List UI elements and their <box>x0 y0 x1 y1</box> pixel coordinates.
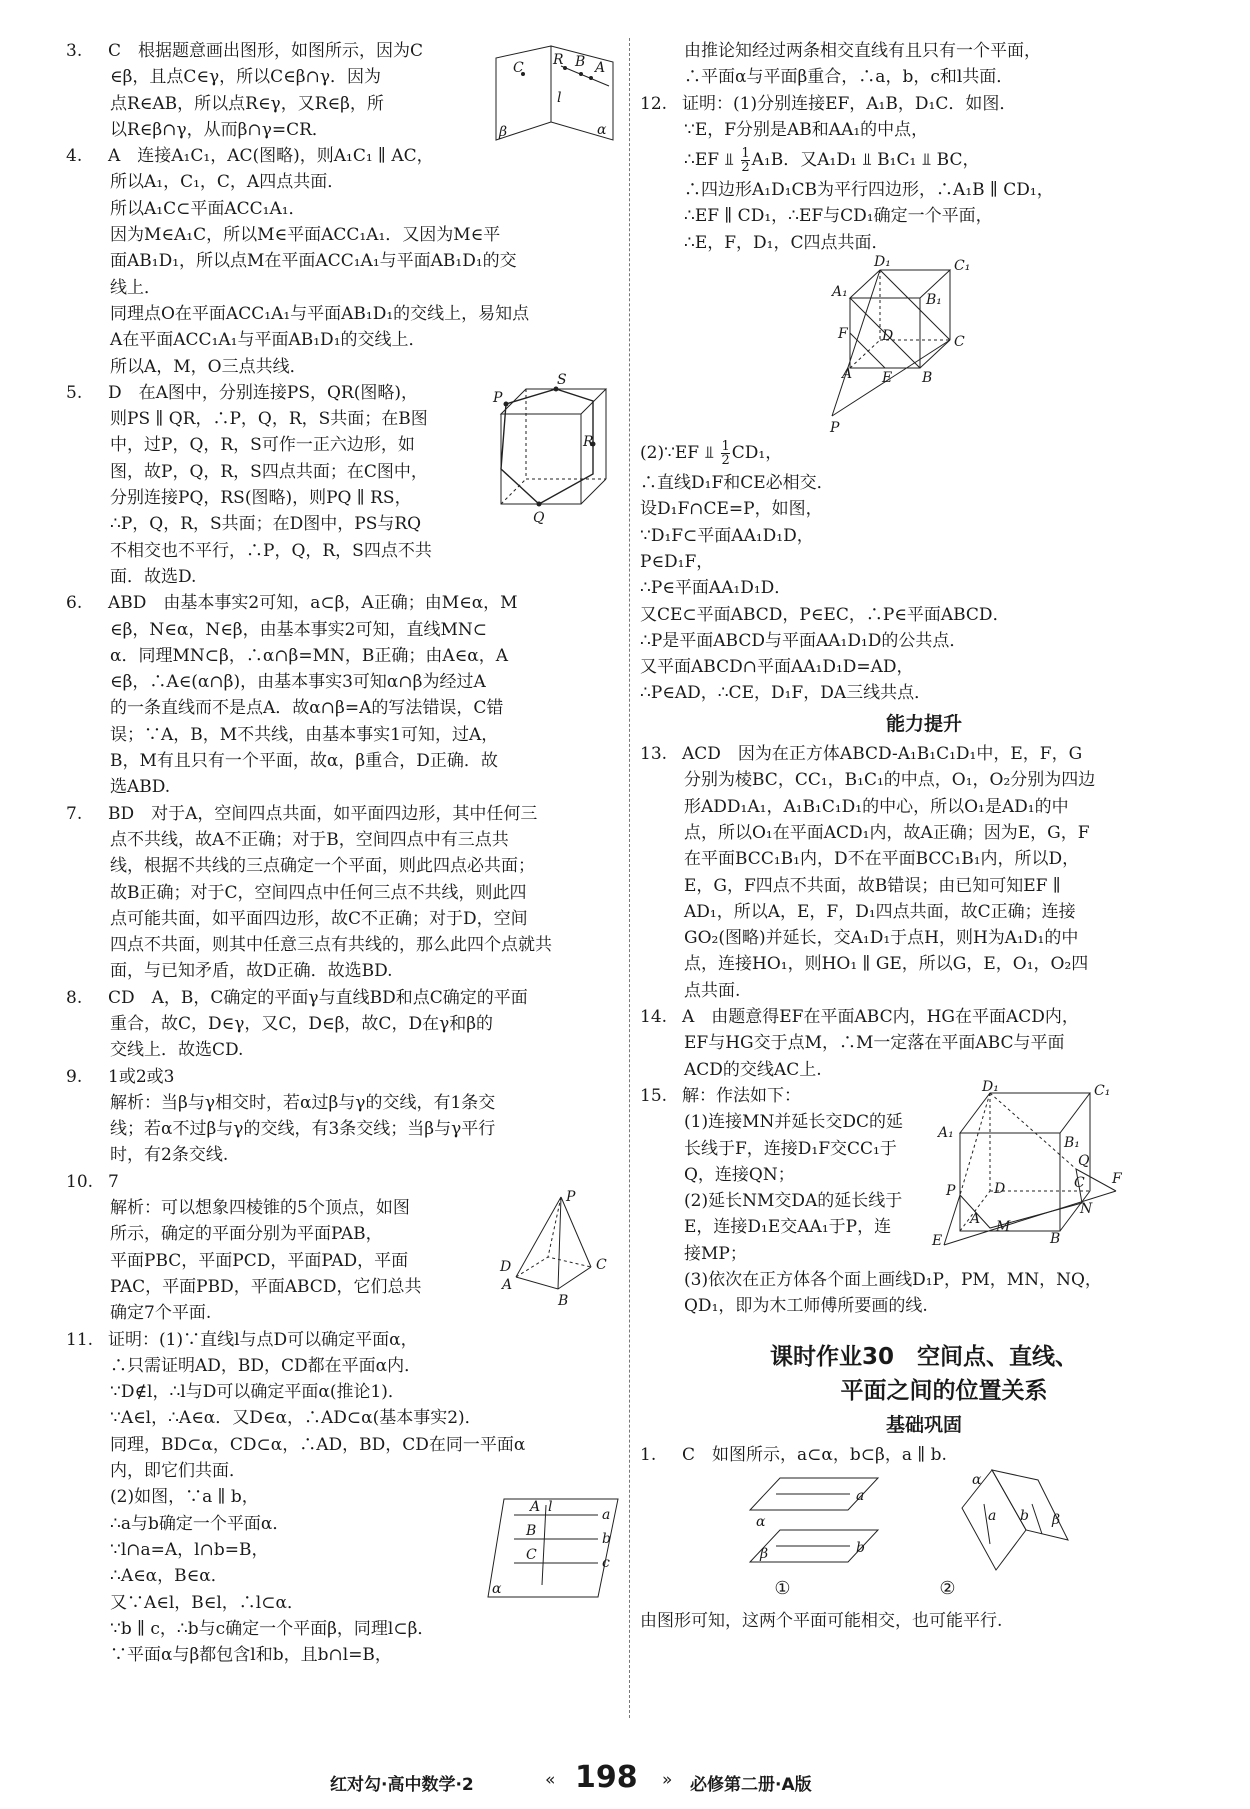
svg-text:α: α <box>756 1514 766 1531</box>
footer-arrow-left: « <box>545 1770 556 1790</box>
svg-text:D₁: D₁ <box>982 1078 999 1095</box>
lesson-title: 课时作业30 空间点、直线、 平面之间的位置关系 <box>769 1343 1078 1404</box>
q10-pyramid-figure <box>496 1189 616 1309</box>
svg-text:β: β <box>499 124 508 140</box>
p1-planes-figure <box>750 1468 1090 1576</box>
svg-text:c: c <box>602 1554 610 1571</box>
svg-text:D: D <box>994 1180 1006 1197</box>
svg-text:M: M <box>996 1218 1011 1235</box>
svg-text:a: a <box>602 1506 611 1523</box>
fraction-one-half: $\frac{1}{2}$ <box>741 146 750 176</box>
svg-text:l: l <box>557 90 562 106</box>
q3-figure <box>491 40 621 144</box>
svg-text:B: B <box>558 1292 569 1309</box>
svg-text:B: B <box>526 1522 537 1539</box>
svg-text:l: l <box>548 1498 553 1515</box>
svg-text:E: E <box>882 370 893 387</box>
svg-text:R: R <box>553 52 564 68</box>
q14: 14. A 由题意得EF在平面ABC内，HG在平面ACD内， EF与HG交于点M，∴M一定落在平面ABC与平面 ACD的交线AC上. <box>640 1007 1079 1080</box>
q6: 6. ABD 由基本事实2可知，a⊂β，A正确；由M∈α，M ∈β，N∈α，N∈β，由基本事实2可知，直线MN⊂ α．同理MN⊂β，∴α∩β=MN，B正确；由A∈α，A ∈β，∴A∈(α∩β)，由基本事实3可知α∩β为经过A 的一条直线而不是点A．故α∩β=A的写法错误，C错 误；∵A，B，M不共线，由基本事实1可知，过A， B，M有且只有一个平面，故α，β重合，D正确．故 选ABD. <box>66 593 518 798</box>
svg-text:P: P <box>830 420 840 437</box>
svg-text:b: b <box>602 1530 611 1547</box>
svg-text:F: F <box>1112 1170 1122 1187</box>
svg-text:α: α <box>492 1580 502 1597</box>
svg-text:b: b <box>1020 1508 1029 1525</box>
footer-arrow-right: » <box>662 1770 673 1790</box>
svg-text:D: D <box>500 1258 512 1275</box>
svg-text:C: C <box>954 334 965 351</box>
svg-text:A: A <box>530 1498 541 1515</box>
figure-caption-2: ② <box>939 1578 956 1600</box>
svg-text:F: F <box>838 326 848 343</box>
left-column <box>66 38 626 1668</box>
svg-text:B₁: B₁ <box>1064 1134 1080 1151</box>
svg-text:N: N <box>1080 1200 1093 1217</box>
q11: 11. 证明：(1)∵直线l与点D可以确定平面α， ∴只需证明AD，BD，CD都在平面α内． ∵D∉l，∴l与D可以确定平面α(推论1)． ∵A∈l，∴A∈α．又D∈α，∴AD⊂α(基本事实2)． 同理，BD⊂α，CD⊂α，∴AD，BD，CD在同一平面α 内，即它们共面． (2)如图，∵a ∥ b， ∴a与b确定一个平面α． ∵l∩a=A，l∩b=B， ∴A∈α，B∈α． 又∵A∈l，B∈l，∴l⊂α． ∵b ∥ c，∴b与c确定一个平面β，同理l⊂β． ∵平面α与β都包含l和b，且b∩l=B， A l B C a b c α <box>66 1327 626 1669</box>
svg-text:B: B <box>575 54 586 70</box>
svg-text:B₁: B₁ <box>926 292 942 309</box>
svg-text:A₁: A₁ <box>938 1124 954 1141</box>
p1: 1. C 如图所示，a⊂α，b⊂β，a ∥ b. a α b β α a b β ① ② 由图形可知，这两个平面可能相交，也可能平行. <box>640 1442 1208 1635</box>
q7: 7. BD 对于A，空间四点共面，如平面四边形，其中任何三 点不共线，故A不正确；对于B，空间四点中有三点共 线，根据不共线的三点确定一个平面，则此四点必共面； 故B正确；对于C，空间四点中任何三点不共线，则此四 点可能共面，如平面四边形，故C不正确；对于D，空间 四点不共面，则其中任意三点有共线的，那么此四个点就共 面，与已知矛盾，故D正确．故选BD. <box>66 803 552 982</box>
svg-text:Q: Q <box>533 509 545 526</box>
svg-text:Q: Q <box>1078 1152 1090 1169</box>
svg-text:b: b <box>856 1540 865 1557</box>
svg-text:B: B <box>922 370 933 387</box>
svg-text:a: a <box>856 1488 865 1505</box>
footer-book-title: 红对勾·高中数学·2 <box>330 1775 474 1795</box>
svg-text:D₁: D₁ <box>874 254 891 271</box>
footer-edition: 必修第二册·A版 <box>690 1775 812 1795</box>
svg-text:C: C <box>513 60 524 76</box>
q8: 8. CD A，B，C确定的平面γ与直线BD和点C确定的平面 重合，故C，D∈γ，又C，D∈β，故C，D在γ和β的 交线上．故选CD. <box>66 987 528 1061</box>
column-divider <box>629 38 630 1718</box>
page-footer <box>0 1760 1250 1800</box>
svg-text:P: P <box>566 1188 576 1205</box>
q11-figure <box>486 1493 621 1603</box>
q13: 13. ACD 因为在正方体ABCD-A₁B₁C₁D₁中，E，F，G 分别为棱BC，CC₁，B₁C₁的中点，O₁，O₂分别为四边 形ADD₁A₁，A₁B₁C₁D₁的中心，所以O₁是AD₁的中 点，所以O₁在平面ACD₁内，故A正确；因为E，G，F 在平面BCC₁B₁内，D不在平面BCC₁B₁内，所以D， E，G，F四点不共面，故B错误；由已知可知EF ∥ AD₁，所以A，E，F，D₁四点共面，故C正确；连接 GO₂(图略)并延长，交A₁D₁于点H，则H为A₁D₁的中 点，连接HO₁，则HO₁ ∥ GE，所以G，E，O₁，O₂四 点共面. <box>640 744 1096 1001</box>
q15: 15. 解：作法如下： (1)连接MN并延长交DC的延 长线于F，连接D₁F交CC₁于 Q，连接QN； (2)延长NM交DA的延长线于 E，连接D₁E交AA₁于P，连 接MP； (3)依次在正方体各个面上画线D₁P，PM，MN，NQ， QD₁，即为木工师傅所要画的线. D₁ C₁ A₁ B₁ D Q C F P A M N B E <box>640 1078 1122 1317</box>
section-basic: 基础巩固 <box>885 1413 962 1436</box>
svg-text:R: R <box>583 433 594 450</box>
svg-text:C₁: C₁ <box>1094 1082 1111 1099</box>
svg-text:P: P <box>493 389 503 406</box>
svg-text:α: α <box>597 122 607 138</box>
svg-text:B: B <box>1050 1230 1061 1247</box>
q12-cube-figure <box>830 256 990 436</box>
svg-text:S: S <box>557 371 567 388</box>
svg-text:A: A <box>970 1210 981 1227</box>
svg-text:β: β <box>760 1546 769 1563</box>
q15-cube-figure <box>930 1078 1122 1249</box>
right-column: 由推论知经过两条相交直线有且只有一个平面， ∴平面α与平面β重合，∴a，b，c和l共面． 12. 证明：(1)分别连接EF，A₁B，D₁C．如图． ∵E，F分别是AB和AA₁的中点， ∴EF ⫫ $\frac{1}{2}$ A₁B．又A₁D₁ ⫫ B₁C₁ ⫫ BC， ∴四边形A₁D₁CB为平行四边形，∴A₁B ∥ CD₁， ∴EF ∥ CD₁，∴EF与CD₁确定一个平面， ∴E，F，D₁，C四点共面． D₁ C₁ A₁ B₁ F D C A E B P (2)∵EF ⫫ $\frac{1}{2}$ CD₁， ∴直线D₁F和CE必相交． 设D₁F∩CE=P，如图， ∵D₁F⊂平面AA₁D₁D， P∈D₁F， ∴P∈平面AA₁D₁D． 又CE⊂平面ABCD，P∈EC，∴P∈平面ABCD． ∴P是平面ABCD与平面AA₁D₁D的公共点． 又平面ABCD∩平面AA₁D₁D=AD， ∴P∈AD，∴CE，D₁F，DA三线共点． 能力提升 13. ACD 因为在正方体ABCD-A₁B₁C₁D₁中，E，F，G 分别为棱BC，CC₁，B₁C₁的中点，O₁，O₂分别为四边 形ADD₁A₁，A₁B₁C₁D₁的中心，所以O₁是AD₁的中 点，所以O₁在平面ACD₁内，故A正确；因为E，G，F 在平面BCC₁B₁内，D不在平面BCC₁B₁内，所以D， E，G，F四点不共面，故B错误；由已知可知EF ∥ AD₁，所以A，E，F，D₁四点共面，故C正确；连接 GO₂(图略)并延长，交A₁D₁于点H，则H为A₁D₁的中 点，连接HO₁，则HO₁ ∥ GE，所以G，E，O₁，O₂四 点共面. 14. A 由题意得EF在平面ABC内，HG在平面ACD内， EF与HG交于点M，∴M一定落在平面ABC与平面 ACD的交线AC上. 15. 解：作法如下： (1)连接MN并延长交DC的延 长线于F，连接D₁F交CC₁于 Q，连接QN； (2)延长NM交DA的延长线于 E，连接D₁E交AA₁于P，连 接MP； (3)依次在正方体各个面上画线D₁P，PM，MN，NQ， QD₁，即为木工师傅所要画的线. D₁ C₁ A₁ B₁ D Q C F P A M N B E 课时作业30 空间点、直线、 平面之间的位置关系 基础巩固 1. C 如图所示，a⊂α，b⊂β，a ∥ b. a α b β α a b β ① ② 由图形可知，这两个平面可能相交，也可能平行. <box>640 38 1208 1635</box>
svg-text:A₁: A₁ <box>832 284 848 301</box>
svg-text:E: E <box>932 1232 943 1249</box>
svg-text:A: A <box>502 1276 513 1293</box>
svg-text:A: A <box>595 60 606 76</box>
q10: 10. 7 解析：可以想象四棱锥的5个顶点，如图 所示，确定的平面分别为平面PAB， 平面PBC，平面PCD，平面PAD，平面 PAC，平面PBD，平面ABCD，它们总共 确定7个平面. P D C A B <box>66 1169 626 1327</box>
svg-text:P: P <box>946 1182 956 1199</box>
q5: 5. D 在A图中，分别连接PS，QR(图略)， 则PS ∥ QR，∴P，Q，R，S共面；在B图 中，过P，Q，R，S可作一正六边形，如 图，故P，Q，R，S四点共面；在C图中， 分别连接PQ，RS(图略)，则PQ ∥ RS， ∴P，Q，R，S共面；在D图中，PS与RQ 不相交也不平行，∴P，Q，R，S四点不共 面．故选D. P S R Q <box>66 380 626 590</box>
q3: 3. C 根据题意画出图形，如图所示，因为C ∈β，且点C∈γ，所以C∈β∩γ．因为 点R∈AB，所以点R∈γ，又R∈β，所 以R∈β∩γ，从而β∩γ=CR． C R B A l β α <box>66 38 626 143</box>
svg-text:C: C <box>596 1256 607 1273</box>
figure-caption-1: ① <box>774 1578 791 1600</box>
section-ability: 能力提升 <box>885 712 962 735</box>
q5-cube-figure <box>491 371 626 539</box>
svg-text:C: C <box>1074 1174 1085 1191</box>
svg-text:β: β <box>1052 1512 1061 1529</box>
svg-text:C: C <box>526 1546 537 1563</box>
q4: 4. A 连接A₁C₁，AC(图略)，则A₁C₁ ∥ AC， 所以A₁，C₁，C，A四点共面． 所以A₁C⊂平面ACC₁A₁． 因为M∈A₁C，所以M∈平面ACC₁A₁．又因为M∈平 面AB₁D₁，所以点M在平面ACC₁A₁与平面AB₁D₁的交 线上． 同理点O在平面ACC₁A₁与平面AB₁D₁的交线上，易知点 A在平面ACC₁A₁与平面AB₁D₁的交线上． 所以A，M，O三点共线． <box>66 146 530 377</box>
q9: 9. 1或2或3 解析：当β与γ相交时，若α过β与γ的交线，有1条交 线；若α不过β与γ的交线，有3条交线；当β与γ平行 时，有2条交线. <box>66 1066 496 1166</box>
svg-text:C₁: C₁ <box>954 258 971 275</box>
svg-text:a: a <box>988 1508 997 1525</box>
svg-text:A: A <box>842 366 853 383</box>
page-number: 198 <box>575 1760 638 1795</box>
q12: 12. 证明：(1)分别连接EF，A₁B，D₁C．如图． ∵E，F分别是AB和AA₁的中点， ∴EF ⫫ $\frac{1}{2}$ A₁B．又A₁D₁ ⫫ B₁C₁ ⫫ BC， ∴四边形A₁D₁CB为平行四边形，∴A₁B ∥ CD₁， ∴EF ∥ CD₁，∴EF与CD₁确定一个平面， ∴E，F，D₁，C四点共面． D₁ C₁ A₁ B₁ F D C A E B P (2)∵EF ⫫ $\frac{1}{2}$ CD₁， ∴直线D₁F和CE必相交． 设D₁F∩CE=P，如图， ∵D₁F⊂平面AA₁D₁D， P∈D₁F， ∴P∈平面AA₁D₁D． 又CE⊂平面ABCD，P∈EC，∴P∈平面ABCD． ∴P是平面ABCD与平面AA₁D₁D的公共点． 又平面ABCD∩平面AA₁D₁D=AD， ∴P∈AD，∴CE，D₁F，DA三线共点． <box>640 93 1054 704</box>
svg-text:α: α <box>972 1472 982 1489</box>
fraction-one-half: $\frac{1}{2}$ <box>721 439 730 469</box>
svg-text:D: D <box>882 328 894 345</box>
